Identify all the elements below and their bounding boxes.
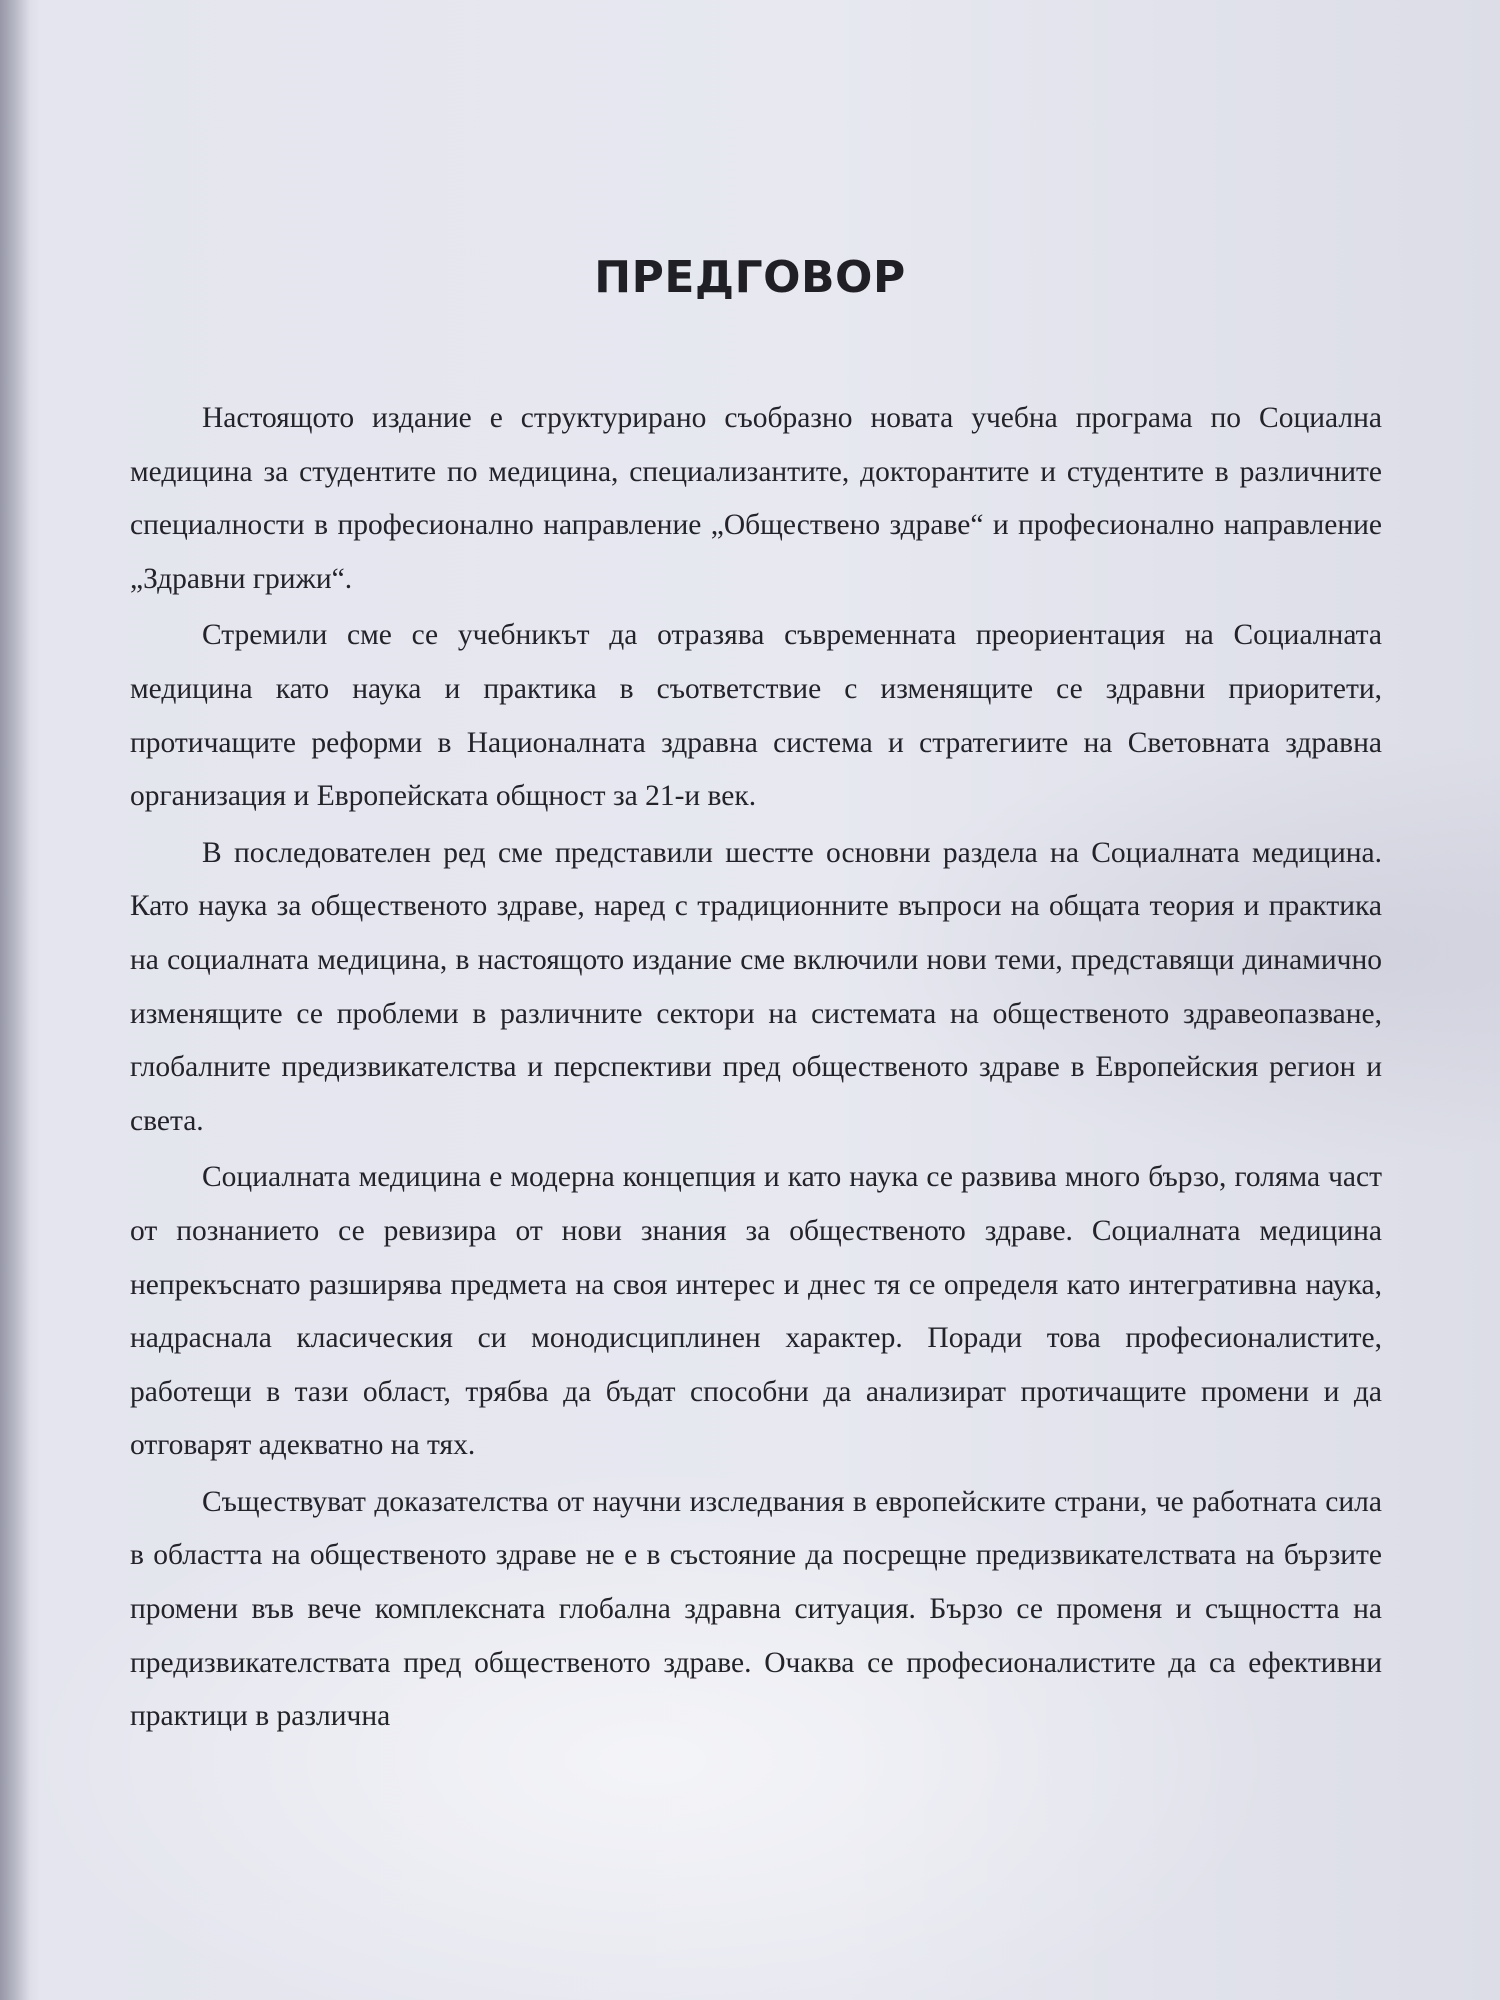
page-title: ПРЕДГОВОР	[594, 252, 906, 303]
paragraph-5: Съществуват доказателства от научни изследвания в европейските страни, че работната сила в областта на общественото здраве не е в състояние да посрещне предизвикателствата на бързите промени във вече комплексната глобална здравна ситуация. Бързо се променя и същността на предизвикателствата пред общественото здраве. Очаква се професионалистите да са ефективни практици в различна	[130, 1485, 1382, 1733]
preface-body	[130, 392, 1382, 1747]
paragraph-1: Настоящото издание е структурирано съобразно новата учебна програма по Социална медицина за студентите по медицина, специализантите, докторантите и студентите в различните специалности в професионално направление „Обществено здраве“ и професионално направление „Здравни грижи“.	[130, 402, 1382, 595]
paragraph-4: Социалната медицина е модерна концепция и като наука се развива много бързо, голяма част от познанието се ревизира от нови знания за общественото здраве. Социалната медицина непрекъснато разширява предмета на своя интерес и днес тя се определя като интегративна наука, надраснала класическия си монодисциплинен характер. Поради това професионалистите, работещи в тази област, трябва да бъдат способни да анализират протичащите промени и да отговарят адекватно на тях.	[130, 1161, 1382, 1462]
paragraph-2: Стремили сме се учебникът да отразява съвременната преориентация на Социалната медицина като наука и практика в съответствие с изменящите се здравни приоритети, протичащите реформи в Националната здравна система и стратегиите на Световната здравна организация и Европейската общност за 21-и век.	[130, 619, 1382, 813]
paragraph-3: В последователен ред сме представили шестте основни раздела на Социалната медицина. Като наука за общественото здраве, наред с традиционните въпроси на общата теория и практика на социалната медицина, в настоящото издание сме включили нови теми, представящи динамично изменящите се проблеми в различните сектори на системата на общественото здравеопазване, глобалните предизвикателства и перспективи пред общественото здраве в Европейския регион и света.	[130, 836, 1382, 1137]
